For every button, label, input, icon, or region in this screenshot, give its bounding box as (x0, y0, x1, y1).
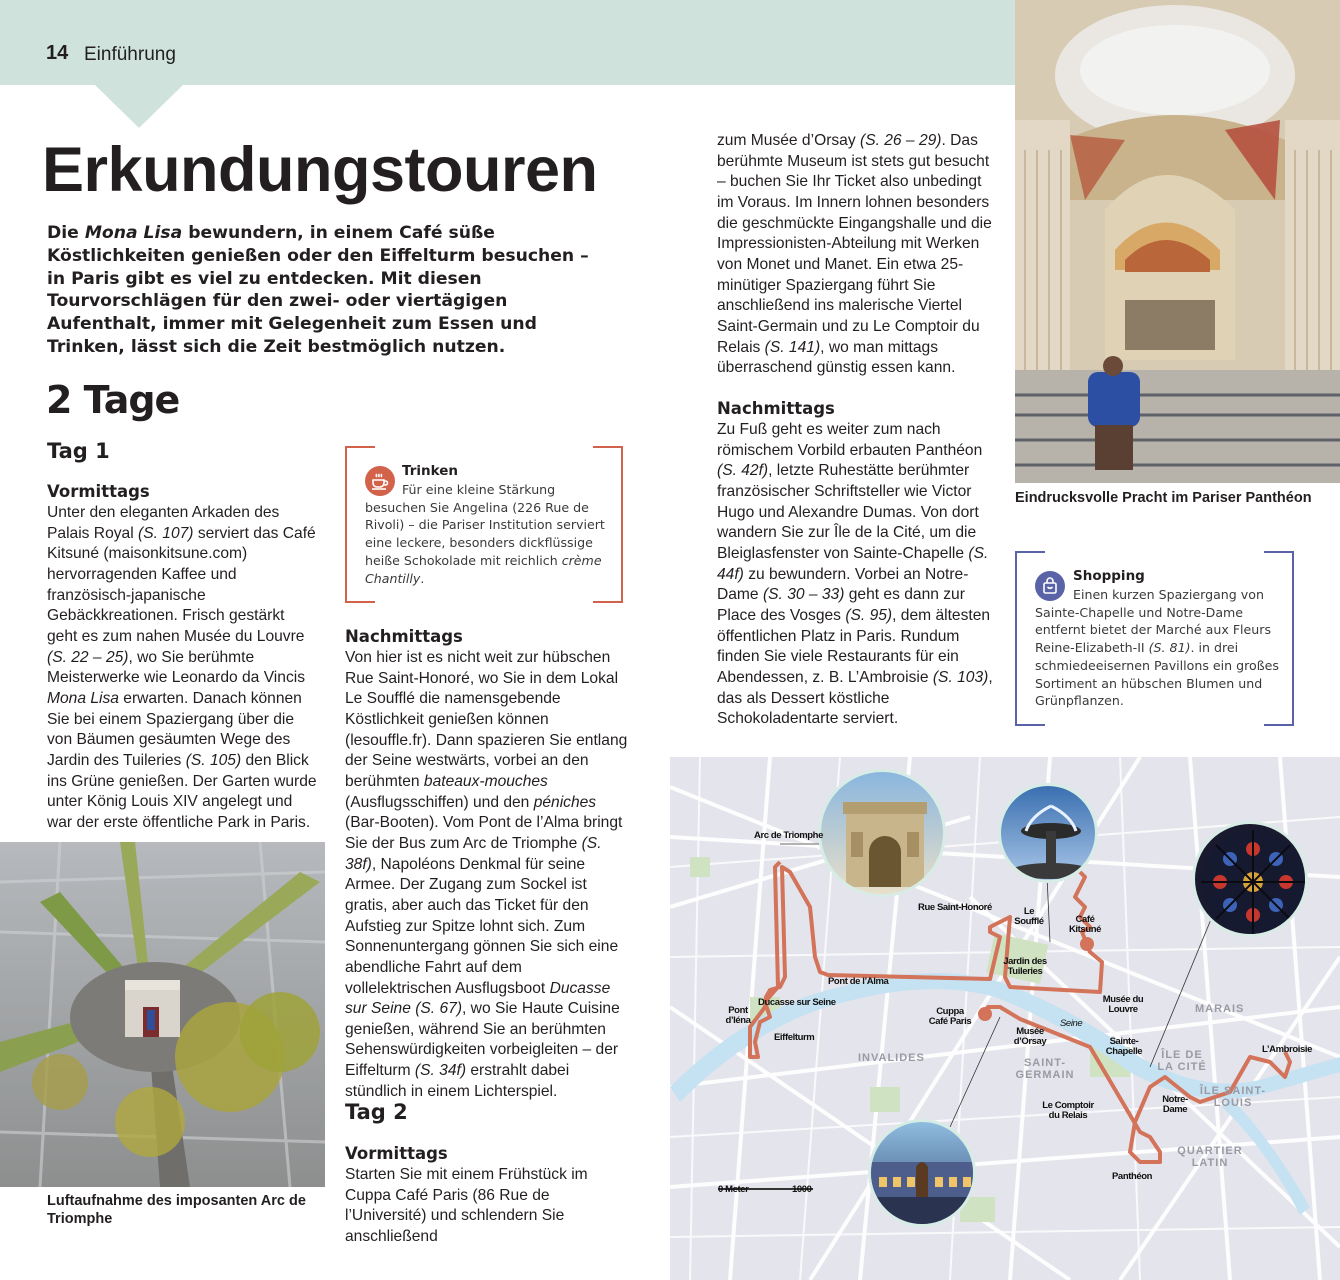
map-label-eiffel: Eiffelturm (774, 1032, 815, 1043)
map-label-pantheon: Panthéon (1112, 1171, 1153, 1182)
map-label-comptoir: Le Comptoir du Relais (1042, 1100, 1094, 1121)
tip-drink-title: Trinken (402, 463, 459, 479)
map-label-notre-dame: Notre-Dame (1162, 1094, 1188, 1115)
map-label-ducasse: Ducasse sur Seine (758, 997, 836, 1008)
section-title: 2 Tage (46, 378, 180, 422)
map-scale-end: 1000 (792, 1184, 812, 1195)
section-name: Einführung (84, 44, 176, 65)
map-label-orsay: Musée d’Orsay (1013, 1026, 1047, 1047)
map-label-cafe-kitsune: Café Kitsuné (1068, 914, 1102, 935)
tip-drink-text: Für eine kleine Stärkung besuchen Sie Angelina (226 Rue de Rivoli) – die Pariser Institution serviert eine leckere, besonders dickflüssige heiße Schokolade mit reichlich crème Chantilly. (365, 482, 605, 586)
map-label-arc: Arc de Triomphe (754, 830, 823, 841)
day1-afternoon-text: Von hier ist es nicht weit zur hübschen Rue Saint-Honoré, wo Sie in dem Lokal Le Soufflé die namensgebende Köstlichkeit genießen können (lesouffle.fr). Dann spazieren Sie entlang der Seine westwärts, vorbei an den berühmten bateaux-mouches (Ausflugsschiffen) und den péniches (Bar-Booten). Vom Pont de l’Alma bringt Sie der Bus zum Arc de Triomphe (S. 38f), Napoléons Denkmal für seine Armee. Der Zugang zum Sockel ist gratis, aber auch das Ticket für den Aufstieg zur Spitze lohnt sich. Zum Sonnenuntergang gönnen Sie sich eine abendliche Fahrt auf dem vollelektrischen Ausflugsboot Ducasse sur Seine (S. 67), wo Sie Haute Cuisine genießen, während Sie an berühmten Sehenswürdigkeiten vorbeigleiten – der Eiffelturm (S. 34f) erstrahlt dabei stündlich in einem Lichterspiel. (345, 649, 628, 1100)
header-band (0, 0, 1015, 85)
day1-morning-text: Unter den eleganten Arkaden des Palais Royal (S. 107) serviert das Café Kitsuné (maisonkitsune.com) hervorragenden Kaffee und französisch-japanische Gebäckkreationen. Frisch gestärkt geht es zum nahen Musée du Louvre (S. 22 – 25), wo Sie berühmte Meisterwerke wie Leonardo da Vincis Mona Lisa erwarten. Danach können Sie bei einem Spaziergang über die von Bäumen gesäumten Wege des Jardin des Tuileries (S. 105) den Blick ins Grüne genießen. Der Garten wurde unter König Louis XIV angelegt und war der erste öffentliche Park in Paris. (47, 504, 317, 831)
day2-morning-text-part1: Starten Sie mit einem Frühstück im Cuppa Café Paris (86 Rue de l’Université) und schlendern Sie anschließend (345, 1166, 588, 1245)
route-map (670, 757, 1340, 1280)
intro-paragraph: Die Mona Lisa bewundern, in einem Café süße Köstlichkeiten genießen oder den Eiffelturm besuchen – in Paris gibt es viel zu entdecken. Mit diesen Tourvorschlägen für den zwei- oder viertägigen Aufenthalt, immer mit Gelegenheit zum Essen und Trinken, lässt sich die Zeit bestmöglich nutzen. (47, 223, 589, 357)
map-scale-start: 0 Meter (718, 1184, 749, 1195)
arc-de-triomphe-photo (0, 842, 325, 1187)
district-marais: MARAIS (1195, 1003, 1245, 1015)
tip-shopping-text: Einen kurzen Spaziergang von Sainte-Chapelle und Notre-Dame entfernt bietet der Marché aux Fleurs Reine-Elizabeth-II (S. 81). in drei schmiedeeisernen Pavillons ein großes Sortiment an hübschen Blumen und Grünpflanzen. (1035, 587, 1279, 709)
map-label-seine: Seine (1060, 1018, 1083, 1029)
map-label-pont-alma: Pont de l’Alma (828, 976, 889, 987)
map-label-jardin: Jardin des Tuileries (1003, 956, 1047, 977)
tip-shopping-title: Shopping (1073, 568, 1145, 584)
district-ile-st-louis: ÎLE SAINT-LOUIS (1199, 1085, 1267, 1109)
district-invalides: INVALIDES (858, 1052, 925, 1064)
tip-box-drink (345, 446, 623, 603)
fountain-thumbnail (998, 783, 1098, 883)
pantheon-photo (1015, 0, 1340, 483)
arc-photo-caption: Luftaufnahme des imposanten Arc de Triomphe (47, 1193, 306, 1227)
tip-box-shopping (1015, 551, 1294, 726)
arc-de-triomphe-thumbnail (818, 769, 946, 897)
day1-morning-heading: Vormittags (47, 482, 150, 501)
day2-title: Tag 2 (345, 1100, 408, 1124)
day2-afternoon-text: Zu Fuß geht es weiter zum nach römischem Vorbild erbauten Panthéon (S. 42f), letzte Ruhestätte berühmter französischer Schriftsteller wie Victor Hugo und Alexandre Dumas. Von dort wandern Sie zur Île de la Cité, um die Bleiglasfenster von Sainte-Chapelle (S. 44f) zu bewundern. Vorbei an Notre-Dame (S. 30 – 33) geht es dann zur Place des Vosges (S. 95), dem ältesten öffentlichen Platz in Paris. Rundum finden Sie viele Restaurants für ein Abendessen, z. B. L’Ambroisie (S. 103), das als Dessert köstliche Schokoladentarte serviert. (717, 421, 993, 728)
page-title: Erkundungstouren (42, 135, 598, 205)
day1-afternoon-heading: Nachmittags (345, 627, 463, 646)
header-notch (95, 85, 183, 128)
day2-morning-heading: Vormittags (345, 1144, 448, 1163)
pantheon-photo-caption: Eindrucksvolle Pracht im Pariser Panthéon (1015, 490, 1312, 506)
day2-afternoon-heading: Nachmittags (717, 399, 835, 418)
map-label-rue-st-honore: Rue Saint-Honoré (918, 902, 992, 913)
musee-dorsay-thumbnail (868, 1119, 976, 1227)
sainte-chapelle-window-thumbnail (1192, 821, 1308, 937)
district-saint-germain: SAINT-GERMAIN (1015, 1057, 1075, 1081)
page-number: 14 (46, 42, 69, 64)
map-label-sainte-chapelle: Sainte-Chapelle (1105, 1036, 1143, 1057)
map-label-cuppa: Cuppa Café Paris (928, 1006, 972, 1027)
district-ile-cite: ÎLE DE LA CITÉ (1157, 1049, 1207, 1073)
map-label-pont-iena: Pont d’Iéna (725, 1005, 751, 1026)
map-label-soufle: Le Soufflé (1014, 906, 1044, 927)
map-label-louvre: Musée du Louvre (1102, 994, 1144, 1015)
day1-title: Tag 1 (47, 439, 110, 463)
district-quartier-latin: QUARTIER LATIN (1177, 1145, 1243, 1169)
map-label-ambroisie: L’Ambroisie (1262, 1044, 1312, 1055)
day2-morning-text-part2: zum Musée d’Orsay (S. 26 – 29). Das berühmte Museum ist stets gut besucht – buchen Sie Ihr Ticket also unbedingt im Voraus. Im Innern lohnen besonders die geschmückte Eingangshalle und die Impressionisten-Abteilung mit Werken von Monet und Manet. Ein etwa 25-minütiger Spaziergang führt Sie anschließend ins malerische Viertel Saint-Germain und zu Le Comptoir du Relais (S. 141), wo man mittags überraschend günstig essen kann. (717, 132, 992, 377)
